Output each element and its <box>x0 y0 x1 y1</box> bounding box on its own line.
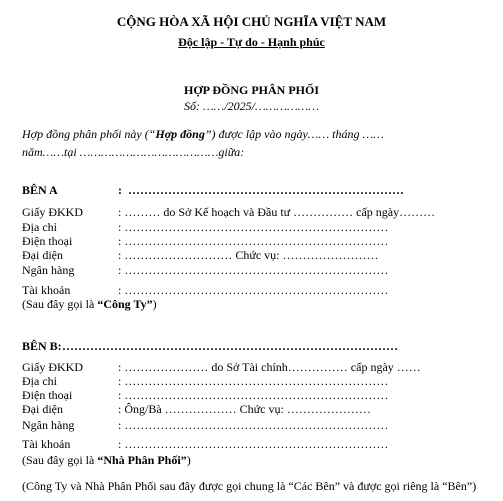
party-a-label-address: Địa chỉ <box>22 220 57 234</box>
party-a-heading: BÊN A <box>22 183 58 197</box>
party-a-value-address: : ………………………………………………………… <box>118 220 389 234</box>
motto <box>0 35 503 49</box>
party-b-label-address: Địa chỉ <box>22 374 57 388</box>
party-a-value-phone: : ………………………………………………………… <box>118 234 389 248</box>
party-b-value-address: : ………………………………………………………… <box>118 374 389 388</box>
intro-1-c: ”) được lập vào ngày…… tháng …… <box>204 127 384 141</box>
party-a-hereafter <box>22 297 157 311</box>
party-b-label-bank: Ngân hàng <box>22 418 75 432</box>
intro-line-1 <box>22 127 384 141</box>
party-b-label-account: Tài khoản <box>22 437 71 451</box>
party-a-hereafter-prefix: (Sau đây gọi là <box>22 297 98 311</box>
party-a-label-phone: Điện thoại <box>22 234 73 248</box>
party-a-hereafter-suffix: ) <box>152 297 157 311</box>
intro-line-2: năm……tại …………………………………giữa: <box>22 145 245 159</box>
party-b-value-representative: : Ông/Bà ……………… Chức vụ: ………………… <box>118 402 371 416</box>
party-a-label-gpkd: Giấy ĐKKD <box>22 205 83 219</box>
party-a-value-account: : ………………………………………………………… <box>118 283 389 297</box>
party-a-label-account: Tài khoản <box>22 283 71 297</box>
national-title: CỘNG HÒA XÃ HỘI CHỦ NGHĨA VIỆT NAM <box>116 14 387 29</box>
party-b-heading-dots: ………………………………………………………………………… <box>62 339 398 353</box>
party-a-value-gpkd: : ……… do Sở Kế hoạch và Đầu tư …………… cấp ngày……… <box>118 205 436 219</box>
motto-text: Độc lập - Tự do - Hạnh phúc <box>178 35 325 49</box>
intro-1-b: Hợp đồng <box>155 127 205 141</box>
party-b-value-phone: : ………………………………………………………… <box>118 388 389 402</box>
party-a-label-bank: Ngân hàng <box>22 263 75 277</box>
party-a-heading-colon: : <box>118 183 122 197</box>
closing-note: (Công Ty và Nhà Phân Phối sau đây được gọi chung là “Các Bên” và được gọi riêng là “Bên”) <box>22 479 477 493</box>
party-a-value-representative: : ……………………… Chức vụ: …………………… <box>118 248 379 262</box>
contract-title: HỢP ĐỒNG PHÂN PHỐI <box>184 83 319 97</box>
party-b-label-representative: Đại diện <box>22 402 63 416</box>
contract-number: Số: ……/2025/……………… <box>183 99 320 113</box>
party-b-heading: BÊN B: <box>22 339 62 353</box>
party-b-hereafter <box>22 453 191 467</box>
party-a-hereafter-name: “Công Ty” <box>97 297 153 311</box>
party-b-value-bank: : ………………………………………………………… <box>118 418 389 432</box>
party-b-label-gpkd: Giấy ĐKKD <box>22 360 83 374</box>
party-b-value-gpkd: : ………………… do Sở Tài chính…………… cấp ngày …… <box>118 360 421 374</box>
intro-1-a: Hợp đồng phân phối này (“ <box>22 127 156 141</box>
party-b-hereafter-prefix: (Sau đây gọi là <box>22 453 98 467</box>
party-b-value-account: : ………………………………………………………… <box>118 437 389 451</box>
party-a-label-representative: Đại diện <box>22 248 63 262</box>
party-b-hereafter-name: “Nhà Phân Phối” <box>97 453 187 467</box>
party-a-value-bank: : ………………………………………………………… <box>118 263 389 277</box>
party-b-label-phone: Điện thoại <box>22 388 73 402</box>
party-b-hereafter-suffix: ) <box>186 453 191 467</box>
party-a-heading-dots: …………………………………………………………… <box>128 183 404 197</box>
